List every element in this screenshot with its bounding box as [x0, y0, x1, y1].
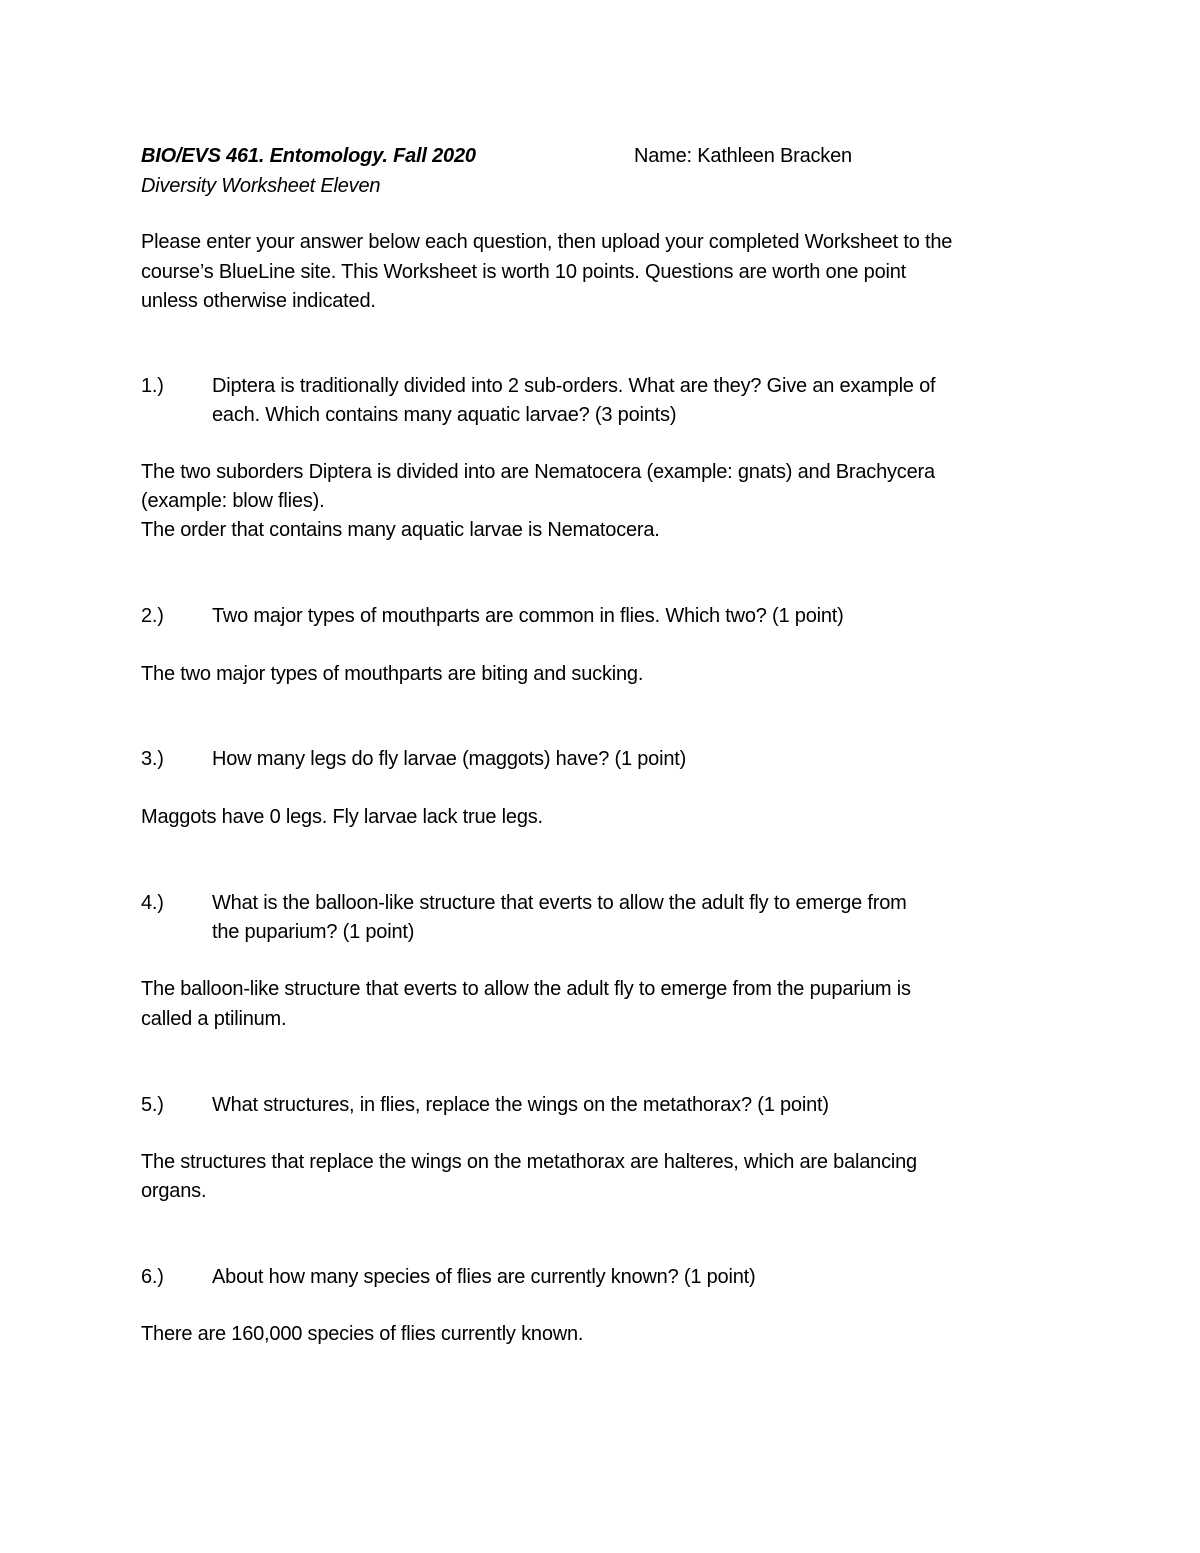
- answer-text: The balloon-like structure that everts to allow the adult fly to emerge from the puparium is: [141, 978, 911, 1000]
- answer-text: The two suborders Diptera is divided into are Nematocera (example: gnats) and Brachycera: [141, 461, 935, 483]
- question-number: 4.): [141, 892, 164, 914]
- question-number: 1.): [141, 375, 164, 397]
- question-text: Two major types of mouthparts are common in flies. Which two? (1 point): [212, 605, 844, 627]
- answer-text: organs.: [141, 1180, 207, 1202]
- question-text: Diptera is traditionally divided into 2 sub-orders. What are they? Give an example of: [212, 375, 936, 397]
- question-text: the puparium? (1 point): [212, 921, 415, 943]
- answer-text: Maggots have 0 legs. Fly larvae lack true legs.: [141, 806, 543, 828]
- instructions-line: Please enter your answer below each question, then upload your completed Worksheet to the: [141, 231, 953, 253]
- question-text: What structures, in flies, replace the wings on the metathorax? (1 point): [212, 1094, 829, 1116]
- question-text: About how many species of flies are currently known? (1 point): [212, 1266, 756, 1288]
- question-text: What is the balloon-like structure that everts to allow the adult fly to emerge from: [212, 892, 907, 914]
- answer-text: The structures that replace the wings on the metathorax are halteres, which are balancing: [141, 1151, 917, 1173]
- answer-text: There are 160,000 species of flies currently known.: [141, 1323, 584, 1345]
- instructions-line: course’s BlueLine site. This Worksheet is worth 10 points. Questions are worth one point: [141, 261, 907, 283]
- question-number: 5.): [141, 1094, 164, 1116]
- answer-text: The order that contains many aquatic larvae is Nematocera.: [141, 519, 660, 541]
- answer-text: called a ptilinum.: [141, 1008, 287, 1030]
- question-number: 2.): [141, 605, 164, 627]
- worksheet-subtitle: Diversity Worksheet Eleven: [141, 175, 381, 197]
- answer-text: The two major types of mouthparts are biting and sucking.: [141, 663, 644, 685]
- student-name: Name: Kathleen Bracken: [634, 145, 852, 167]
- course-title: BIO/EVS 461. Entomology. Fall 2020: [141, 145, 476, 167]
- answer-text: (example: blow flies).: [141, 490, 325, 512]
- question-text: each. Which contains many aquatic larvae? (3 points): [212, 404, 677, 426]
- question-number: 6.): [141, 1266, 164, 1288]
- question-number: 3.): [141, 748, 164, 770]
- instructions-line: unless otherwise indicated.: [141, 290, 376, 312]
- question-text: How many legs do fly larvae (maggots) have? (1 point): [212, 748, 687, 770]
